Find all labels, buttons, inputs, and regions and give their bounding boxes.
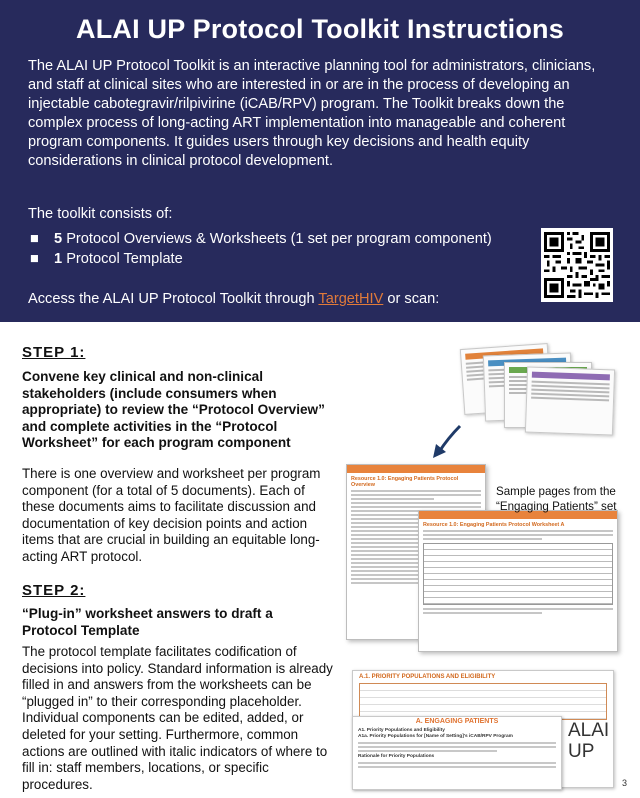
step1-heading: STEP 1: [22, 344, 86, 361]
thumbnail-page [525, 366, 615, 435]
page-title: ALAI UP Protocol Toolkit Instructions [76, 14, 564, 44]
access-suffix: or scan: [383, 291, 440, 307]
step2-body: The protocol template facilitates codification of decisions into policy. Standard information is already filled in and answers from the worksheets can be “plugged in” to their corresponding placeholder. Individual components can be edited, added, or deleted for your setting. Furthermore, common actions are outlined with italic indicators of where to fill in: staff members, locations, or specific procedures. [22, 644, 333, 792]
alai-up-logo [568, 720, 616, 780]
list-item [28, 229, 492, 249]
access-prefix: Access the ALAI UP Protocol Toolkit through [28, 291, 319, 307]
intro-paragraph: The ALAI UP Protocol Toolkit is an interactive planning tool for administrators, clinicians, and staff at clinical sites who are interested in or are in the process of developing an injectable cabotegravir/rilpivirine (iCAB/RPV) program. The Toolkit breaks down the complex process of long-acting ART implementation into manageable and coherent program components. It guides users through key decisions and health equity considerations in clinical protocol development. [28, 58, 596, 169]
qr-code-icon[interactable] [541, 228, 613, 302]
consists-label: The toolkit consists of: [28, 206, 173, 222]
list-item [28, 249, 492, 269]
sample-template-page [352, 716, 562, 790]
template-subheading: A1. Priority Populations and Eligibility [358, 728, 445, 733]
template-item: A1a. Priority Populations for [Name of Setting]'s iCAB/RPV Program [358, 734, 513, 739]
template-section-label: A.1. PRIORITY POPULATIONS AND ELIGIBILITY [359, 674, 496, 680]
sample-caption: Sample pages from the “Engaging Patients” set [496, 485, 617, 513]
toolkit-list [28, 229, 492, 269]
step2-subheading: “Plug-in” worksheet answers to draft a Protocol Template [22, 606, 273, 638]
step1-subheading: Convene key clinical and non-clinical stakeholders (include consumers when appropriate) to review the “Protocol Overview” and complete activities in the “Protocol Worksheet” for each program component [22, 369, 325, 450]
sample-worksheet-page [418, 510, 618, 652]
template-rationale: Rationale for Priority Populations [358, 754, 435, 759]
item-count: 5 [54, 231, 63, 247]
overview-page-title: Resource 1.0: Engaging Patients Protocol Overview [351, 476, 459, 488]
logo-line2: UP [568, 741, 595, 762]
item-count: 1 [54, 251, 63, 267]
bullet-icon: ■ [30, 231, 39, 247]
step2-heading: STEP 2: [22, 582, 86, 599]
access-line [28, 291, 439, 307]
bullet-icon: ■ [30, 251, 39, 267]
page-number: 3 [622, 778, 628, 788]
document-thumbnails [460, 336, 620, 436]
logo-line1: ALAI [568, 720, 610, 741]
template-heading: A. ENGAGING PATIENTS [415, 718, 499, 725]
down-arrow-icon [430, 424, 464, 462]
targethiv-link[interactable]: TargetHIV [318, 291, 384, 307]
item-text: Protocol Template [66, 251, 183, 267]
header-banner [0, 0, 640, 322]
step1-body: There is one overview and worksheet per program component (for a total of 5 documents). Each of these documents aims to facilitate discussion and documentation of key decision points and action items that are crucial in building an equitable long-acting ART protocol. [22, 466, 321, 564]
worksheet-page-title: Resource 1.0: Engaging Patients Protocol Worksheet A [423, 522, 565, 528]
item-text: Protocol Overviews & Worksheets (1 set per program component) [66, 231, 492, 247]
